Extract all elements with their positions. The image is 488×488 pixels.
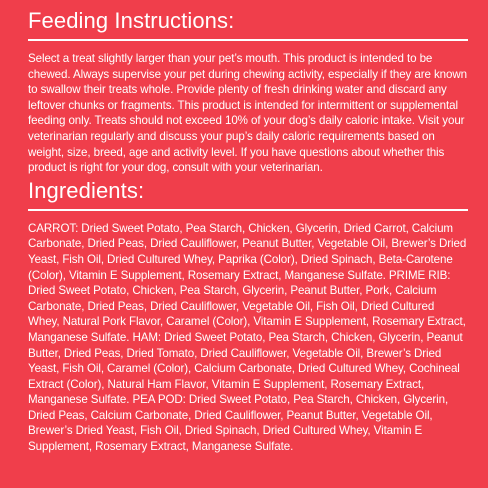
ingredients-text: CARROT: Dried Sweet Potato, Pea Starch, Chicken, Glycerin, Dried Carrot, Calcium Carbonate, Dried Peas, Dried Cauliflower, Peanut Butter, Vegetable Oil, Brewer’s Dried Yeast, Fish Oil, Dried Cultured Whey, Paprika (Color), Dried Spinach, Beta-Carotene (Color), Vitamin E Supplement, Rosemary Extract, Manganese Sulfate. PRIME RIB: Dried Sweet Potato, Chicken, Pea Starch, Glycerin, Peanut Butter, Pork, Calcium Carbonate, Dried Peas, Dried Cauliflower, Vegetable Oil, Fish Oil, Dried Cultured Whey, Natural Pork Flavor, Caramel (Color), Vitamin E Supplement, Rosemary Extract, Manganese Sulfate. HAM: Dried Sweet Potato, Pea Starch, Chicken, Glycerin, Peanut Butter, Dried Peas, Dried Tomato, Dried Cauliflower, Vegetable Oil, Brewer’s Dried Yeast, Fish Oil, Caramel (Color), Calcium Carbonate, Dried Cultured Whey, Cochineal Extract (Color), Natural Ham Flavor, Vitamin E Supplement, Rosemary Extract, Manganese Sulfate. PEA POD: Dried Sweet Potato, Pea Starch, Chicken, Glycerin, Dried Peas, Calcium Carbonate, Dried Cauliflower, Peanut Butter, Vegetable Oil, Brewer’s Dried Yeast, Fish Oil, Dried Spinach, Dried Cultured Whey, Vitamin E Supplement, Rosemary Extract, Manganese Sulfate. bbox=[28, 221, 467, 454]
feeding-instructions-text: Select a treat slightly larger than your pet’s mouth. This product is intended to be chewed. Always supervise your pet during chewing activity, especially if they are known to swallow their treats whole. Provide plenty of fresh drinking water and discard any leftover chunks or fragments. This product is intended for intermittent or supplemental feeding only. Treats should not exceed 10% of your dog’s daily caloric intake. Visit your veterinarian regularly and discuss your pup’s daily caloric requirements based on weight, size, breed, age and activity level. If you have questions about whether this product is right for your dog, consult with your veterinarian. bbox=[28, 52, 467, 175]
feeding-divider bbox=[28, 39, 468, 41]
product-info-panel bbox=[28, 0, 468, 455]
feeding-instructions-heading: Feeding Instructions: bbox=[28, 8, 235, 33]
ingredients-heading: Ingredients: bbox=[28, 177, 145, 203]
ingredients-divider bbox=[28, 209, 468, 211]
